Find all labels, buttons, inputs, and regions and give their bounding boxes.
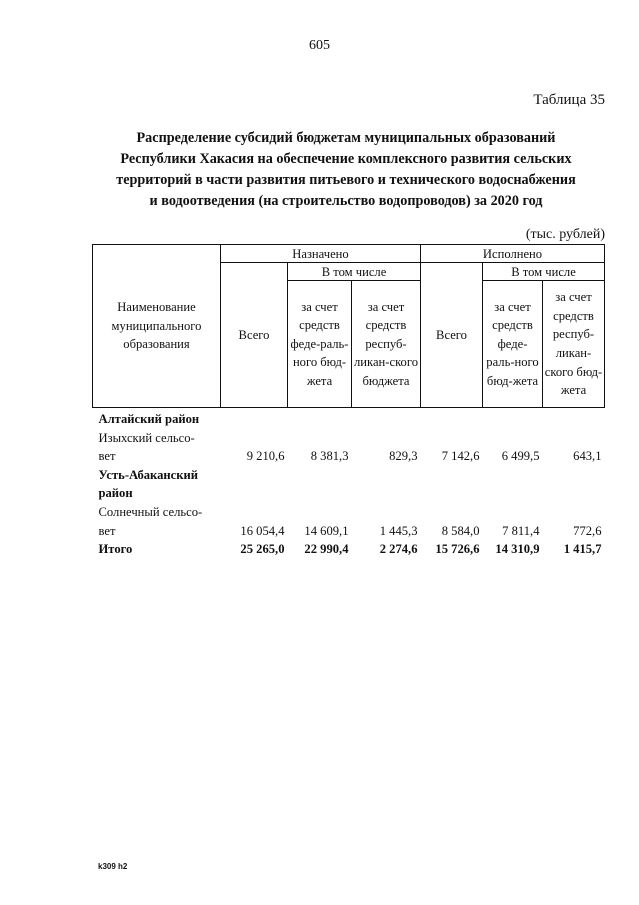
cell-executed-total	[421, 408, 483, 429]
cell-assigned-federal: 14 609,1	[304, 523, 349, 538]
header-executed-federal: за счет средств феде-раль-ного бюд-жета	[483, 281, 543, 408]
cell-executed-republic: 1 415,7	[563, 542, 602, 557]
table-row	[93, 429, 605, 448]
table-row	[93, 466, 605, 485]
cell-assigned-federal	[288, 408, 352, 429]
header-executed-republic: за счет средств респуб-ликан-ского бюд-жета	[543, 281, 605, 408]
cell-executed-total: 7 142,6	[441, 449, 480, 464]
units-label: (тыс. рублей)	[525, 227, 605, 242]
cell-assigned-total	[221, 408, 288, 429]
row-name: Изыхский сельсо-	[98, 430, 195, 445]
cell-assigned-total: 25 265,0	[240, 542, 285, 557]
header-executed: Исполнено	[421, 245, 605, 263]
table-row	[93, 408, 605, 429]
cell-assigned-republic: 2 274,6	[379, 542, 418, 557]
header-assigned-total: Всего	[221, 263, 288, 408]
table-number: Таблица 35	[533, 92, 605, 108]
page-number: 605	[309, 38, 330, 53]
subsidy-table	[92, 244, 605, 559]
cell-executed-total: 15 726,6	[435, 542, 480, 557]
cell-executed-federal: 7 811,4	[502, 523, 540, 538]
row-name: вет	[98, 449, 116, 464]
row-name: район	[98, 486, 133, 501]
row-name: вет	[98, 523, 116, 538]
cell-executed-republic: 772,6	[573, 523, 602, 538]
table-row	[93, 447, 605, 466]
row-name: Итого	[98, 542, 133, 557]
cell-executed-federal: 14 310,9	[495, 542, 540, 557]
header-name-col: Наименование муниципального образования	[93, 245, 221, 408]
cell-executed-republic	[543, 408, 605, 429]
cell-assigned-federal: 22 990,4	[304, 542, 349, 557]
header-assigned-republic: за счет средств респуб-ликан-ского бюджета	[352, 281, 421, 408]
table-row-total	[93, 540, 605, 559]
cell-assigned-republic	[352, 408, 421, 429]
footer-code: k309 h2	[98, 862, 128, 871]
row-name: Солнечный сельсо-	[98, 504, 203, 519]
table-title	[90, 128, 602, 212]
title-line: территорий в части развития питьевого и технического водоснабжения	[116, 172, 576, 188]
header-executed-including: В том числе	[483, 263, 605, 281]
table-row	[93, 503, 605, 522]
cell-executed-total: 8 584,0	[441, 523, 480, 538]
header-executed-total: Всего	[421, 263, 483, 408]
cell-assigned-republic: 829,3	[389, 449, 418, 464]
cell-executed-federal	[483, 408, 543, 429]
table-row	[93, 484, 605, 503]
title-line: и водоотведения (на строительство водопроводов) за 2020 год	[149, 193, 543, 209]
table-row	[93, 522, 605, 541]
title-line: Распределение субсидий бюджетам муниципальных образований	[136, 130, 556, 146]
cell-executed-federal: 6 499,5	[501, 449, 540, 464]
cell-assigned-republic: 1 445,3	[379, 523, 418, 538]
header-assigned-including: В том числе	[288, 263, 421, 281]
cell-executed-republic: 643,1	[573, 449, 602, 464]
row-name: Усть-Абаканский	[98, 467, 199, 482]
header-assigned-federal: за счет средств феде-раль-ного бюд-жета	[288, 281, 352, 408]
cell-assigned-total: 16 054,4	[240, 523, 285, 538]
header-assigned: Назначено	[221, 245, 421, 263]
cell-assigned-federal: 8 381,3	[310, 449, 349, 464]
title-line: Республики Хакасия на обеспечение комплексного развития сельских	[120, 151, 572, 167]
row-name: Алтайский район	[98, 412, 200, 426]
cell-assigned-total: 9 210,6	[246, 449, 285, 464]
